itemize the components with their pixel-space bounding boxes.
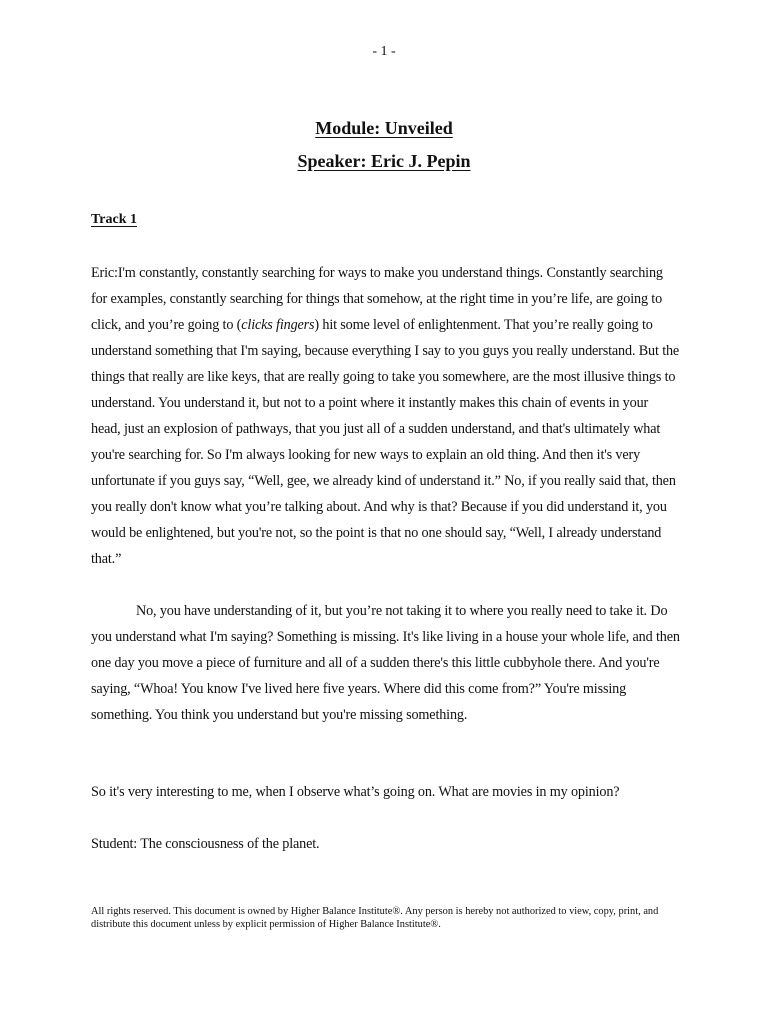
paragraph-3: [91, 779, 681, 805]
page-number: - 1 -: [372, 44, 396, 59]
paragraph-1-part-2: ) hit some level of enlightenment. That you’re really going to understand something that I'm saying, because everything I say to you guys you really understand. But the things that really are like keys, that are really going to take you somewhere, are the most illusive things to understand. You understand it, but not to a point where it instantly makes this chain of events in your head, just an explosion of pathways, that you just all of a sudden understand, and that's ultimately what you're searching for. So I'm always looking for new ways to explain an old thing. And then it's very unfortunate if you guys say, “Well, gee, we already kind of understand it.” No, if you really said that, then you really don't know what you’re talking about. And why is that? Because if you did understand it, you would be enlightened, but you're not, so the point is that no one should say, “Well, I already understand that.”: [91, 317, 680, 567]
paragraph-1: [91, 260, 681, 572]
paragraph-4-text: Student: The consciousness of the planet.: [91, 836, 320, 852]
speaker-title-text: Speaker: Eric J. Pepin: [297, 151, 471, 171]
module-title: [0, 118, 768, 139]
paragraph-2: [91, 598, 681, 728]
track-label: Track 1: [91, 212, 138, 227]
copyright-footer: All rights reserved. This document is owned by Higher Balance Institute®. Any person is hereby not authorized to view, copy, print, and distribute this document unless by explicit permission of Higher Balance Institute®.: [91, 906, 659, 930]
paragraph-3-text: So it's very interesting to me, when I observe what’s going on. What are movies in my opinion?: [91, 784, 620, 800]
module-title-text: Module: Unveiled: [315, 118, 453, 138]
paragraph-4: [91, 831, 681, 857]
paragraph-1-part-1: Eric:I'm constantly, constantly searching for ways to make you understand things. Constantly searching for examples, constantly searching for things that somehow, at the right time in you’re life, are going to click, and you’re going to (: [91, 265, 663, 333]
speaker-title: [0, 151, 768, 172]
paragraph-1-stage-direction: clicks fingers: [241, 317, 315, 333]
paragraph-2-text: No, you have understanding of it, but you’re not taking it to where you really need to take it. Do you understand what I'm saying? Something is missing. It's like living in a house your whole life, and then one day you move a piece of furniture and all of a sudden there's this little cubbyhole there. And you're saying, “Whoa! You know I've lived here five years. Where did this come from?” You're missing something. You think you understand but you're missing something.: [91, 603, 680, 723]
